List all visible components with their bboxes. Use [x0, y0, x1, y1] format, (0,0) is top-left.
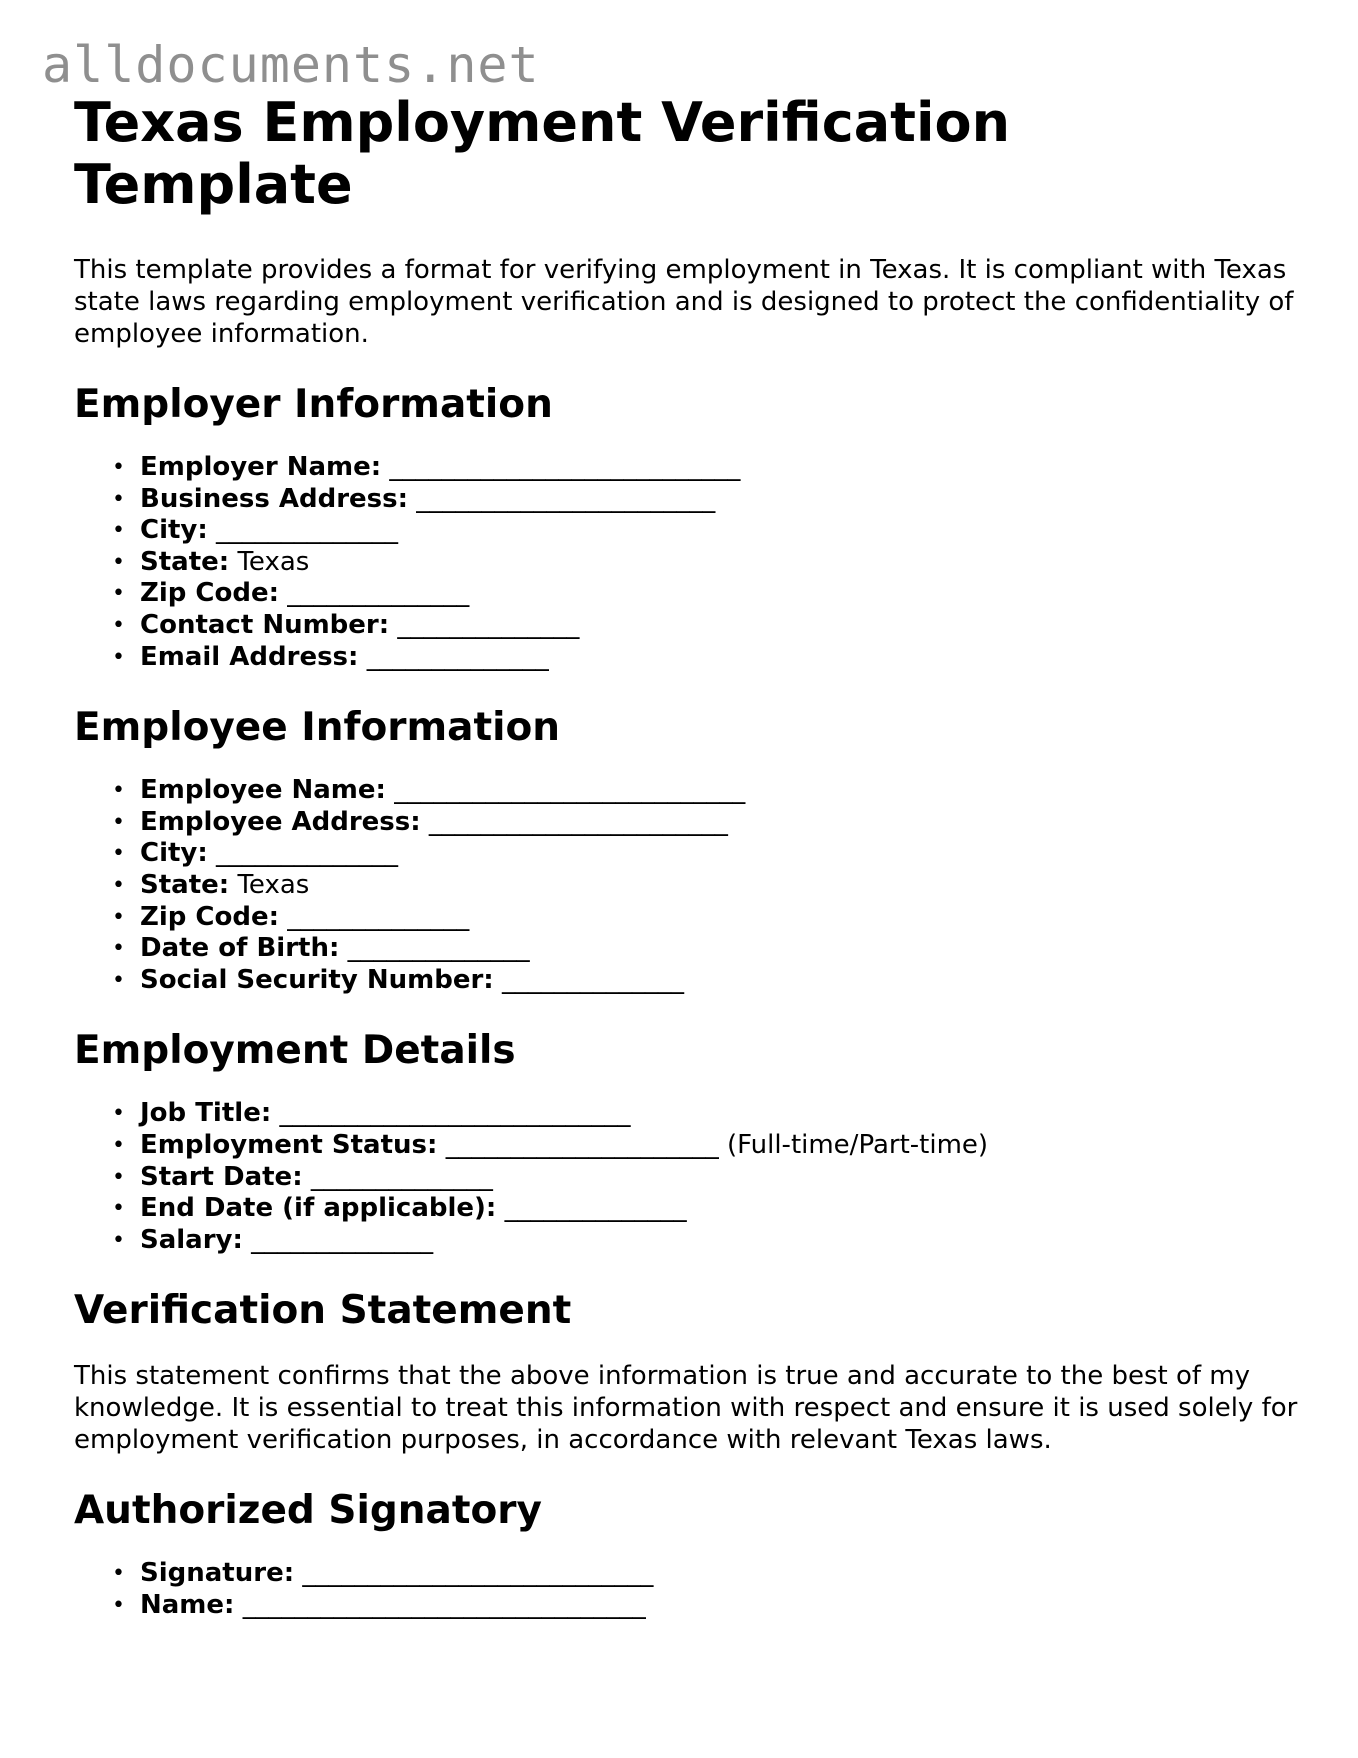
employer-fields — [74, 452, 1304, 673]
field-employer-name — [112, 452, 1304, 484]
bullet-icon: • — [112, 1132, 125, 1158]
field-label: City: — [140, 515, 208, 546]
field-label: Employee Address: — [140, 806, 421, 837]
bullet-icon: • — [112, 486, 125, 512]
field-label: Job Title: — [140, 1098, 272, 1129]
bullet-icon: • — [112, 1101, 125, 1127]
bullet-icon: • — [112, 1196, 125, 1222]
bullet-icon: • — [112, 967, 125, 993]
field-employee-zip — [112, 901, 1304, 934]
field-blank: ______________ — [216, 515, 399, 546]
field-label: Name: — [140, 1589, 235, 1620]
field-job-title — [112, 1098, 1304, 1130]
field-label: Contact Number: — [140, 609, 390, 640]
bullet-icon: • — [112, 455, 125, 480]
bullet-icon: • — [112, 518, 125, 544]
bullet-icon: • — [112, 904, 125, 930]
field-blank: ______________ — [310, 1161, 493, 1192]
field-blank: ______________ — [501, 964, 684, 995]
field-employee-name — [112, 775, 1304, 807]
field-date-of-birth — [112, 933, 1304, 965]
bullet-icon: • — [112, 612, 125, 638]
field-label: City: — [140, 838, 208, 869]
field-email-address — [112, 641, 1304, 674]
field-end-date — [112, 1193, 1304, 1225]
bullet-icon: • — [112, 1227, 125, 1253]
field-blank: ___________________________ — [279, 1098, 631, 1129]
field-employer-zip — [112, 578, 1304, 610]
field-blank: ______________ — [216, 838, 399, 869]
field-blank: ______________ — [251, 1224, 434, 1255]
field-label: State: — [140, 546, 230, 577]
field-employee-city — [112, 838, 1304, 870]
field-label: Social Security Number: — [140, 964, 494, 995]
field-label: Start Date: — [140, 1161, 303, 1192]
field-label: Zip Code: — [140, 578, 280, 609]
page-title: Texas Employment Verification Template — [74, 91, 1011, 216]
field-employee-address — [112, 806, 1304, 839]
field-label: Date of Birth: — [140, 933, 340, 964]
field-label: Zip Code: — [140, 901, 280, 932]
field-blank: ______________ — [347, 933, 530, 964]
verification-paragraph: This statement confirms that the above information is true and accurate to the best of my knowledge. It is essential to treat this information with respect and ensure it is used solely for employment verification purposes, in accordance with relevant Texas laws. — [74, 1361, 1298, 1456]
bullet-icon: • — [112, 841, 125, 867]
bullet-icon: • — [112, 809, 125, 835]
bullet-icon: • — [112, 549, 125, 575]
field-signatory-name — [112, 1589, 1304, 1622]
field-label: Email Address: — [140, 641, 359, 672]
employment-fields — [74, 1098, 1304, 1256]
field-employer-state — [112, 546, 1304, 579]
bullet-icon: • — [112, 778, 125, 804]
field-label: Salary: — [140, 1224, 243, 1255]
field-label: State: — [140, 869, 230, 900]
field-signature — [112, 1558, 1304, 1590]
field-salary — [112, 1224, 1304, 1257]
field-blank: _______________________ — [428, 806, 728, 837]
field-blank: ___________________________ — [302, 1558, 654, 1589]
field-value: Texas — [237, 546, 310, 577]
employer-heading: Employer Information — [74, 382, 553, 427]
bullet-icon: • — [112, 1164, 125, 1190]
field-employer-city — [112, 515, 1304, 547]
field-blank: ______________ — [397, 609, 580, 640]
bullet-icon: • — [112, 1561, 125, 1587]
field-ssn — [112, 964, 1304, 997]
field-employee-state — [112, 869, 1304, 902]
field-blank: ___________________________ — [394, 775, 746, 806]
verification-heading: Verification Statement — [74, 1288, 572, 1334]
bullet-icon: • — [112, 581, 125, 607]
field-blank: _______________________ — [416, 483, 716, 514]
signatory-fields — [74, 1558, 1304, 1621]
field-contact-number — [112, 609, 1304, 642]
signatory-heading: Authorized Signatory — [74, 1488, 542, 1534]
field-label: Employee Name: — [140, 775, 386, 806]
field-blank: ___________________________ — [389, 452, 741, 482]
field-business-address — [112, 483, 1304, 516]
field-blank: _______________________________ — [242, 1589, 646, 1620]
watermark: alldocuments.net — [42, 36, 540, 94]
field-blank: _____________________ — [445, 1129, 719, 1160]
bullet-icon: • — [112, 936, 125, 962]
field-blank: ______________ — [366, 641, 549, 672]
field-blank: ______________ — [287, 901, 470, 932]
employee-fields — [74, 775, 1304, 996]
bullet-icon: • — [112, 644, 125, 670]
field-value: Texas — [237, 869, 310, 900]
field-label: Business Address: — [140, 483, 409, 514]
document-body — [74, 92, 1304, 1621]
bullet-icon: • — [112, 872, 125, 898]
field-blank: ______________ — [287, 578, 470, 609]
field-label: Employer Name: — [140, 452, 382, 482]
employee-heading: Employee Information — [74, 705, 561, 751]
field-blank: ______________ — [504, 1193, 687, 1224]
employment-heading: Employment Details — [74, 1028, 516, 1074]
field-label: Employment Status: — [140, 1129, 438, 1160]
field-start-date — [112, 1161, 1304, 1194]
field-label: End Date (if applicable): — [140, 1193, 497, 1224]
field-note: (Full-time/Part-time) — [726, 1129, 989, 1160]
field-label: Signature: — [140, 1558, 295, 1589]
field-employment-status — [112, 1129, 1304, 1162]
intro-paragraph: This template provides a format for verifying employment in Texas. It is compliant with Texas state laws regarding employment verification and is designed to protect the confidentiality of employee information. — [74, 255, 1294, 349]
bullet-icon: • — [112, 1592, 125, 1618]
